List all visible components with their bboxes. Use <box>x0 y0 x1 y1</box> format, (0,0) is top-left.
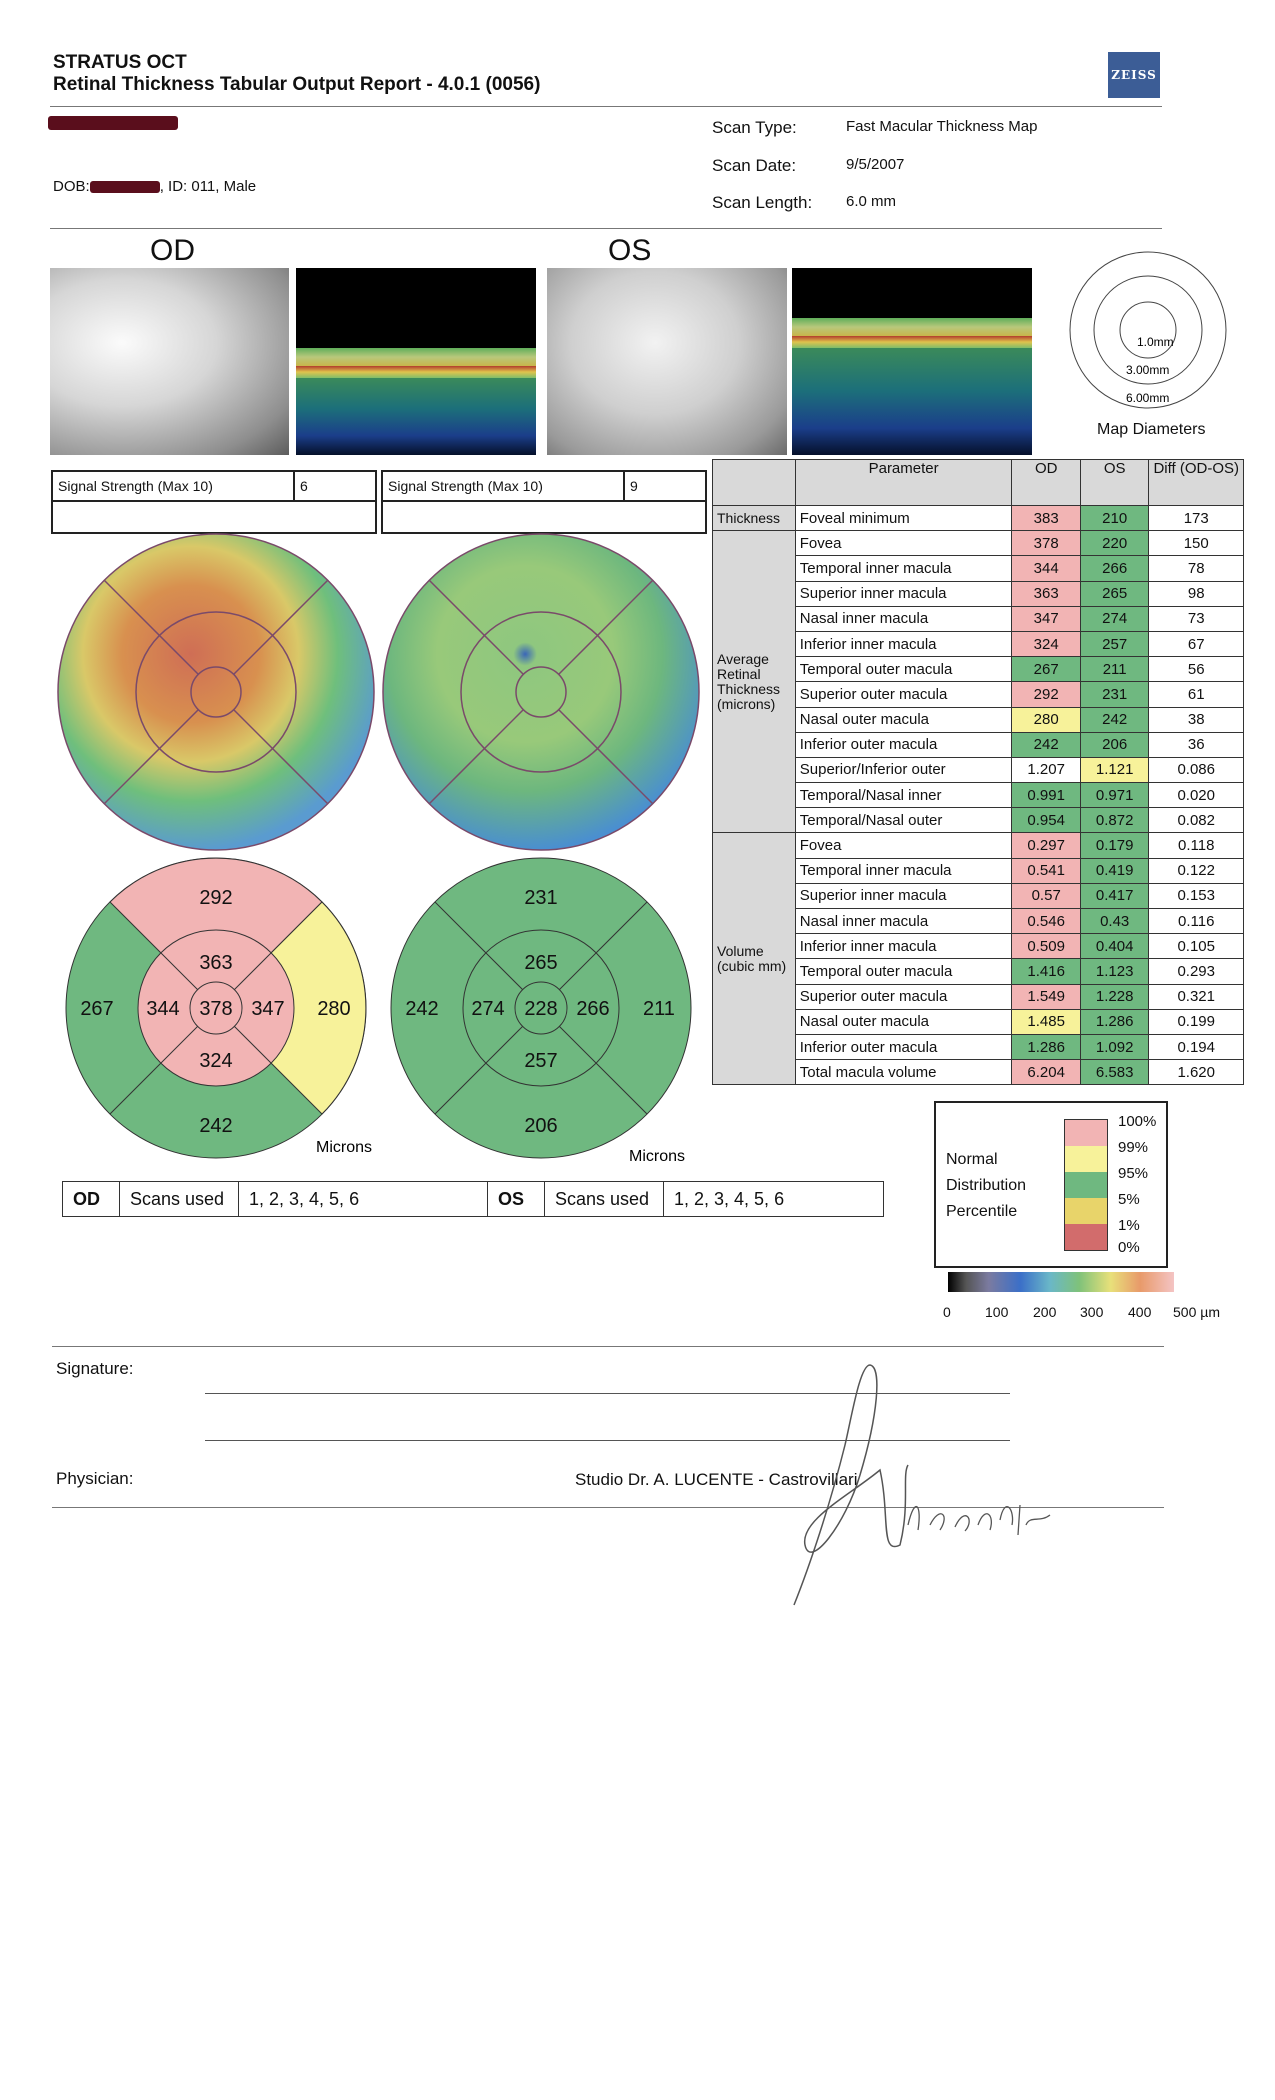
redacted-name <box>48 116 178 130</box>
od-value: 0.991 <box>1012 783 1080 808</box>
pct-1: 1% <box>1118 1217 1140 1234</box>
od-nasal-outer: 280 <box>317 998 351 1020</box>
os-value: 220 <box>1080 531 1149 556</box>
legend-title-line-1: Normal <box>946 1151 998 1168</box>
device-name: STRATUS OCT <box>53 52 187 73</box>
footer-divider-top <box>52 1346 1164 1347</box>
parameter-name: Superior/Inferior outer <box>795 757 1012 782</box>
diff-value: 0.194 <box>1149 1034 1244 1059</box>
od-value: 242 <box>1012 732 1080 757</box>
parameter-name: Temporal/Nasal inner <box>795 783 1012 808</box>
od-thickness-colormap <box>52 532 382 852</box>
os-value: 1.123 <box>1080 959 1149 984</box>
diff-value: 61 <box>1149 682 1244 707</box>
os-nasal-outer: 211 <box>643 998 675 1020</box>
os-thickness-colormap <box>377 532 707 852</box>
parameter-name: Temporal outer macula <box>795 959 1012 984</box>
group-thickness: Thickness <box>713 506 796 531</box>
tick-300: 300 <box>1080 1304 1104 1320</box>
od-value: 267 <box>1012 657 1080 682</box>
header-diff: Diff (OD-OS) <box>1149 460 1244 506</box>
diff-value: 0.105 <box>1149 934 1244 959</box>
os-bscan-image <box>792 268 1032 455</box>
diff-value: 0.020 <box>1149 783 1244 808</box>
parameter-table-body <box>713 460 1244 1085</box>
os-value: 266 <box>1080 556 1149 581</box>
group-average-thickness: Average Retinal Thickness (microns) <box>713 531 796 833</box>
pct-100: 100% <box>1118 1113 1157 1130</box>
legend-color-borderline-low <box>1065 1198 1107 1224</box>
os-value: 0.43 <box>1080 909 1149 934</box>
tick-400: 400 <box>1128 1304 1152 1320</box>
od-fundus-image <box>50 268 289 455</box>
parameter-name: Superior inner macula <box>795 883 1012 908</box>
legend-color-normal <box>1065 1172 1107 1198</box>
legend-percentiles <box>1118 1109 1156 1257</box>
os-value: 231 <box>1080 682 1149 707</box>
parameter-name: Fovea <box>795 833 1012 858</box>
dob-label: DOB: <box>53 178 90 195</box>
os-value: 0.404 <box>1080 934 1149 959</box>
os-temporal-inner: 274 <box>471 998 505 1020</box>
handwritten-signature <box>790 1355 1120 1615</box>
scans-od-label: OD <box>63 1182 120 1217</box>
parameter-name: Temporal outer macula <box>795 657 1012 682</box>
parameter-name: Fovea <box>795 531 1012 556</box>
os-fundus-image <box>547 268 787 455</box>
od-signal-table <box>51 470 377 534</box>
parameter-name: Superior outer macula <box>795 984 1012 1009</box>
od-value: 0.57 <box>1012 883 1080 908</box>
od-value: 363 <box>1012 581 1080 606</box>
physician-name: Studio Dr. A. LUCENTE - Castrovillari <box>575 1470 858 1489</box>
thickness-color-scale <box>948 1272 1174 1292</box>
od-bscan-image <box>296 268 536 455</box>
zeiss-logo: ZEISS <box>1108 52 1160 98</box>
os-center: 228 <box>524 998 558 1020</box>
od-value: 0.546 <box>1012 909 1080 934</box>
od-value: 0.541 <box>1012 858 1080 883</box>
os-value: 274 <box>1080 606 1149 631</box>
pct-0: 0% <box>1118 1239 1140 1256</box>
pct-99: 99% <box>1118 1139 1149 1156</box>
diff-value: 0.116 <box>1149 909 1244 934</box>
percentile-legend <box>934 1101 1168 1268</box>
scan-date-value: 9/5/2007 <box>846 156 905 173</box>
parameter-name: Temporal/Nasal outer <box>795 808 1012 833</box>
od-superior-inner: 363 <box>199 952 233 974</box>
os-value: 1.121 <box>1080 757 1149 782</box>
physician-label: Physician: <box>56 1469 134 1488</box>
parameter-name: Nasal outer macula <box>795 707 1012 732</box>
patient-id: , ID: 011, Male <box>159 178 257 195</box>
os-value: 211 <box>1080 657 1149 682</box>
diff-value: 78 <box>1149 556 1244 581</box>
scans-od-text: Scans used <box>120 1182 239 1217</box>
ring-3mm: 3.00mm <box>1126 363 1170 377</box>
od-value: 0.954 <box>1012 808 1080 833</box>
diff-value: 0.321 <box>1149 984 1244 1009</box>
od-temporal-outer: 267 <box>80 998 114 1020</box>
scans-os-text: Scans used <box>545 1182 664 1217</box>
od-value: 347 <box>1012 606 1080 631</box>
map-diameters-diagram <box>1064 250 1234 410</box>
parameter-name: Nasal outer macula <box>795 1009 1012 1034</box>
os-value: 1.228 <box>1080 984 1149 1009</box>
od-value: 1.549 <box>1012 984 1080 1009</box>
od-center: 378 <box>199 998 233 1020</box>
os-value: 0.417 <box>1080 883 1149 908</box>
od-value: 1.485 <box>1012 1009 1080 1034</box>
parameter-name: Total macula volume <box>795 1060 1012 1085</box>
parameter-row <box>713 833 1244 858</box>
os-label: OS <box>608 234 652 267</box>
scans-os-label: OS <box>488 1182 545 1217</box>
legend-color-bar <box>1064 1119 1108 1251</box>
os-inferior-inner: 257 <box>524 1050 558 1072</box>
header-divider <box>50 106 1162 107</box>
os-value: 257 <box>1080 631 1149 656</box>
parameter-name: Temporal inner macula <box>795 858 1012 883</box>
ring-1mm: 1.0mm <box>1137 335 1174 349</box>
od-value: 1.286 <box>1012 1034 1080 1059</box>
legend-color-below <box>1065 1224 1107 1250</box>
scan-type-label: Scan Type: <box>712 118 797 137</box>
scale-ticks <box>943 1304 1233 1322</box>
legend-color-borderline-high <box>1065 1146 1107 1172</box>
od-nasal-inner: 347 <box>251 998 285 1020</box>
os-superior-outer: 231 <box>524 887 558 909</box>
os-signal-label: Signal Strength (Max 10) <box>382 471 624 501</box>
meta-divider <box>50 228 1162 229</box>
od-value: 0.509 <box>1012 934 1080 959</box>
os-sector-map <box>377 855 707 1165</box>
scan-length-value: 6.0 mm <box>846 193 897 210</box>
pct-5: 5% <box>1118 1191 1140 1208</box>
os-nasal-inner: 266 <box>576 998 610 1020</box>
diff-value: 38 <box>1149 707 1244 732</box>
os-value: 0.419 <box>1080 858 1149 883</box>
od-value: 1.207 <box>1012 757 1080 782</box>
scans-os-value: 1, 2, 3, 4, 5, 6 <box>664 1182 884 1217</box>
od-value: 1.416 <box>1012 959 1080 984</box>
od-inferior-outer: 242 <box>199 1115 233 1137</box>
parameter-row <box>713 506 1244 531</box>
parameter-name: Inferior inner macula <box>795 631 1012 656</box>
os-value: 242 <box>1080 707 1149 732</box>
report-title: Retinal Thickness Tabular Output Report - 4.0.1 (0056) <box>53 74 541 95</box>
od-value: 383 <box>1012 506 1080 531</box>
diff-value: 1.620 <box>1149 1060 1244 1085</box>
patient-info <box>53 178 256 195</box>
parameter-name: Nasal inner macula <box>795 909 1012 934</box>
os-unit-label: Microns <box>629 1148 686 1165</box>
diff-value: 0.122 <box>1149 858 1244 883</box>
diff-value: 0.118 <box>1149 833 1244 858</box>
pct-95: 95% <box>1118 1165 1149 1182</box>
tick-0: 0 <box>943 1304 951 1320</box>
signature-label: Signature: <box>56 1359 134 1378</box>
scan-date-label: Scan Date: <box>712 156 797 175</box>
diff-value: 56 <box>1149 657 1244 682</box>
scan-type-value: Fast Macular Thickness Map <box>846 118 1038 135</box>
parameter-name: Inferior outer macula <box>795 1034 1012 1059</box>
ring-6mm: 6.00mm <box>1126 391 1170 405</box>
os-value: 1.092 <box>1080 1034 1149 1059</box>
diff-value: 150 <box>1149 531 1244 556</box>
od-value: 292 <box>1012 682 1080 707</box>
report-header <box>53 52 540 96</box>
os-signal-value: 9 <box>624 471 706 501</box>
od-value: 0.297 <box>1012 833 1080 858</box>
os-superior-inner: 265 <box>524 952 558 974</box>
od-value: 378 <box>1012 531 1080 556</box>
diff-value: 0.082 <box>1149 808 1244 833</box>
od-signal-label: Signal Strength (Max 10) <box>52 471 294 501</box>
parameter-row <box>713 531 1244 556</box>
os-value: 206 <box>1080 732 1149 757</box>
scans-od-value: 1, 2, 3, 4, 5, 6 <box>239 1182 488 1217</box>
od-sector-map <box>52 855 382 1165</box>
od-value: 6.204 <box>1012 1060 1080 1085</box>
os-value: 1.286 <box>1080 1009 1149 1034</box>
od-label: OD <box>150 234 195 267</box>
od-value: 324 <box>1012 631 1080 656</box>
parameter-name: Inferior inner macula <box>795 934 1012 959</box>
header-os: OS <box>1080 460 1149 506</box>
od-inferior-inner: 324 <box>199 1050 233 1072</box>
legend-title-line-3: Percentile <box>946 1203 1018 1220</box>
parameter-name: Nasal inner macula <box>795 606 1012 631</box>
header-od: OD <box>1012 460 1080 506</box>
diff-value: 36 <box>1149 732 1244 757</box>
legend-title-line-2: Distribution <box>946 1177 1027 1194</box>
os-value: 0.872 <box>1080 808 1149 833</box>
os-signal-table <box>381 470 707 534</box>
parameter-name: Temporal inner macula <box>795 556 1012 581</box>
header-parameter: Parameter <box>795 460 1012 506</box>
parameter-name: Superior inner macula <box>795 581 1012 606</box>
od-signal-value: 6 <box>294 471 376 501</box>
scans-used-table <box>62 1181 884 1217</box>
diff-value: 73 <box>1149 606 1244 631</box>
diff-value: 0.086 <box>1149 757 1244 782</box>
parameter-name: Foveal minimum <box>795 506 1012 531</box>
os-value: 265 <box>1080 581 1149 606</box>
os-value: 6.583 <box>1080 1060 1149 1085</box>
os-value: 210 <box>1080 506 1149 531</box>
parameter-name: Superior outer macula <box>795 682 1012 707</box>
diff-value: 0.199 <box>1149 1009 1244 1034</box>
od-superior-outer: 292 <box>199 887 233 909</box>
legend-title <box>946 1147 1026 1225</box>
diff-value: 0.293 <box>1149 959 1244 984</box>
diff-value: 0.153 <box>1149 883 1244 908</box>
od-unit-label: Microns <box>316 1139 373 1156</box>
tick-200: 200 <box>1033 1304 1057 1320</box>
os-inferior-outer: 206 <box>524 1115 558 1137</box>
tick-500: 500 µm <box>1173 1304 1220 1320</box>
group-volume: Volume (cubic mm) <box>713 833 796 1085</box>
parameter-name: Inferior outer macula <box>795 732 1012 757</box>
redacted-dob <box>90 181 160 193</box>
parameter-table <box>712 459 1244 1085</box>
diff-value: 67 <box>1149 631 1244 656</box>
os-temporal-outer: 242 <box>405 998 439 1020</box>
legend-color-above <box>1065 1120 1107 1146</box>
os-value: 0.971 <box>1080 783 1149 808</box>
tick-100: 100 <box>985 1304 1009 1320</box>
od-value: 344 <box>1012 556 1080 581</box>
scan-length-label: Scan Length: <box>712 193 813 212</box>
od-temporal-inner: 344 <box>146 998 180 1020</box>
os-value: 0.179 <box>1080 833 1149 858</box>
diff-value: 98 <box>1149 581 1244 606</box>
map-diameters-title: Map Diameters <box>1097 421 1206 438</box>
diff-value: 173 <box>1149 506 1244 531</box>
od-value: 280 <box>1012 707 1080 732</box>
